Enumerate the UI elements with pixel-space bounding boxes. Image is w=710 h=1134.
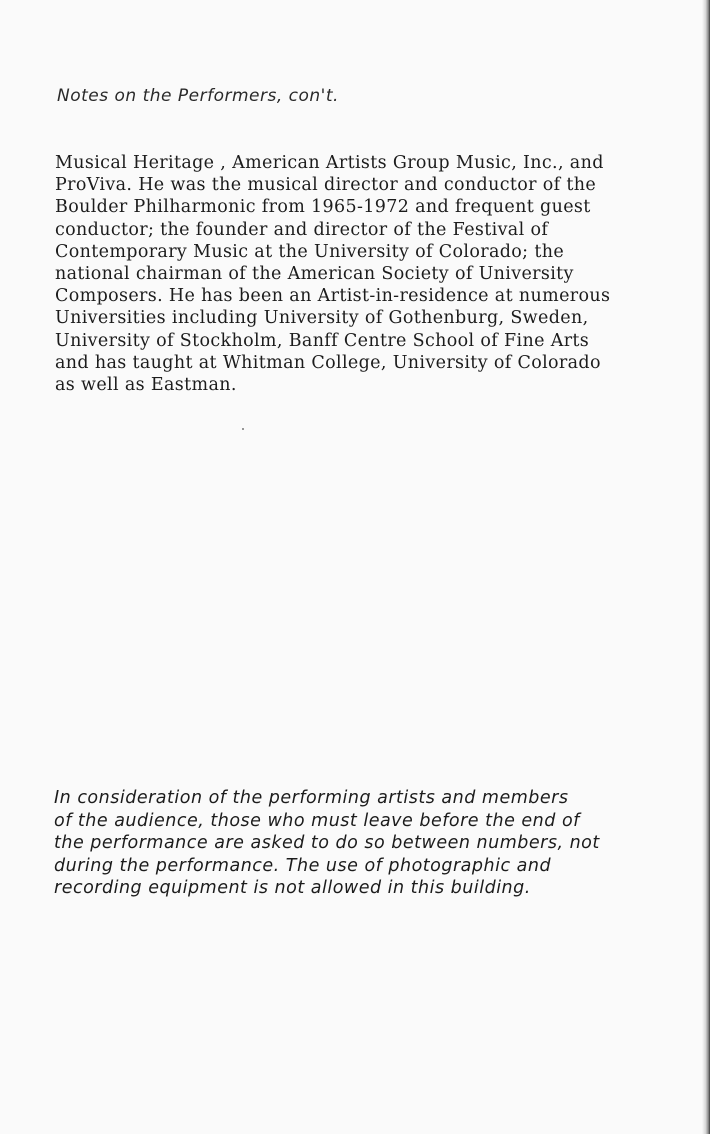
bio-line: national chairman of the American Society of University xyxy=(55,264,574,285)
audience-notice xyxy=(54,787,704,900)
bio-paragraph xyxy=(55,152,710,396)
bio-line: Universities including University of Gothenburg, Sweden, xyxy=(55,308,589,329)
page-heading: Notes on the Performers, con't. xyxy=(57,86,339,106)
bio-line: Musical Heritage , American Artists Group Music, Inc., and xyxy=(55,153,604,173)
bio-line: ProViva. He was the musical director and conductor of the xyxy=(55,175,597,196)
bio-line: Composers. He has been an Artist-in-residence at numerous xyxy=(55,286,611,307)
bio-line: conductor; the founder and director of the Festival of xyxy=(55,219,549,240)
notice-line: In consideration of the performing artists and members xyxy=(54,788,569,808)
bio-line: as well as Eastman. xyxy=(55,375,237,396)
notice-line: during the performance. The use of photographic and xyxy=(54,855,552,876)
notice-line: the performance are asked to do so between numbers, not xyxy=(54,833,600,854)
page-spine-shadow xyxy=(702,0,710,1134)
notice-line: recording equipment is not allowed in this building. xyxy=(54,878,531,899)
bio-line: Contemporary Music at the University of Colorado; the xyxy=(55,241,565,262)
bio-line: University of Stockholm, Banff Centre School of Fine Arts xyxy=(55,330,590,351)
bio-line: and has taught at Whitman College, University of Colorado xyxy=(55,352,601,373)
bio-line: Boulder Philharmonic from 1965-1972 and frequent guest xyxy=(55,197,591,218)
print-speck xyxy=(242,428,244,430)
notice-line: of the audience, those who must leave before the end of xyxy=(54,810,580,831)
